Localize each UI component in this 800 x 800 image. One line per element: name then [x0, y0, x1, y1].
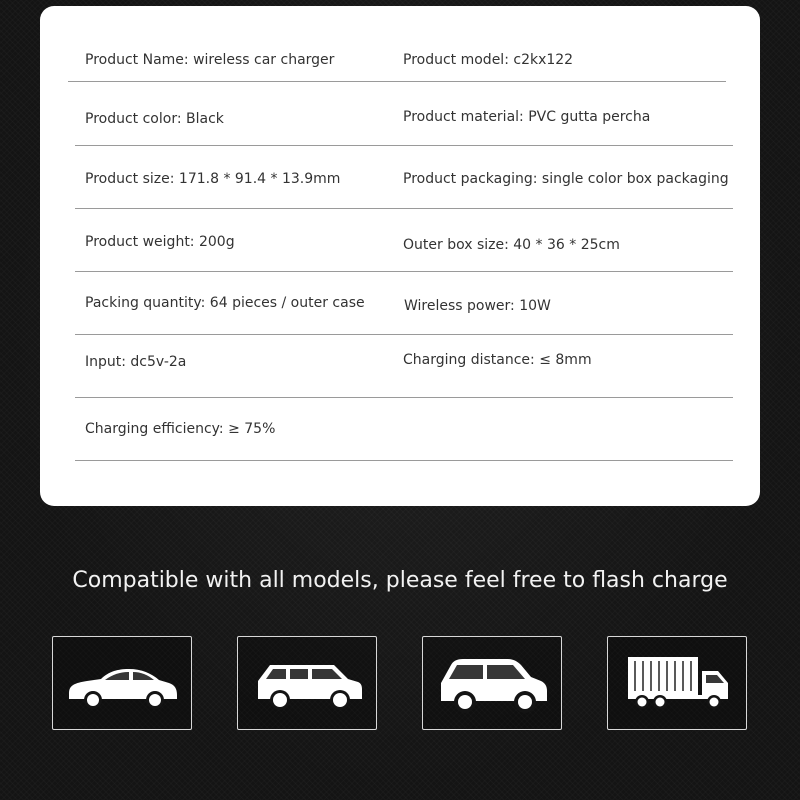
suv-icon [248, 649, 366, 719]
spec-label-wireless-power: Wireless power: 10W [404, 298, 551, 314]
vehicle-card-compact-suv [422, 636, 562, 730]
compatibility-headline: Compatible with all models, please feel free to flash charge [72, 568, 728, 593]
spec-label-product-name: Product Name: wireless car charger [85, 52, 335, 68]
sedan-icon [63, 649, 181, 719]
spec-label-product-packaging: Product packaging: single color box packaging [403, 171, 729, 187]
spec-label-product-material: Product material: PVC gutta percha [403, 109, 651, 125]
truck-icon [618, 649, 736, 719]
spec-row [68, 6, 726, 82]
spec-card [40, 6, 760, 506]
spec-label-product-size: Product size: 171.8 * 91.4 * 13.9mm [85, 171, 341, 187]
vehicle-card-suv [237, 636, 377, 730]
vehicle-card-truck [607, 636, 747, 730]
spec-label-charging-distance: Charging distance: ≤ 8mm [403, 352, 592, 368]
spec-label-product-weight: Product weight: 200g [85, 234, 235, 250]
spec-label-product-color: Product color: Black [85, 111, 224, 127]
spec-label-charging-efficiency: Charging efficiency: ≥ 75% [85, 421, 276, 437]
compact-suv-icon [433, 649, 551, 719]
spec-label-product-model: Product model: c2kx122 [403, 52, 574, 68]
spec-label-input: Input: dc5v-2a [85, 354, 187, 370]
spec-label-packing-quantity: Packing quantity: 64 pieces / outer case [85, 295, 365, 311]
spec-label-outer-box-size: Outer box size: 40 * 36 * 25cm [403, 237, 620, 253]
vehicle-card-sedan [52, 636, 192, 730]
